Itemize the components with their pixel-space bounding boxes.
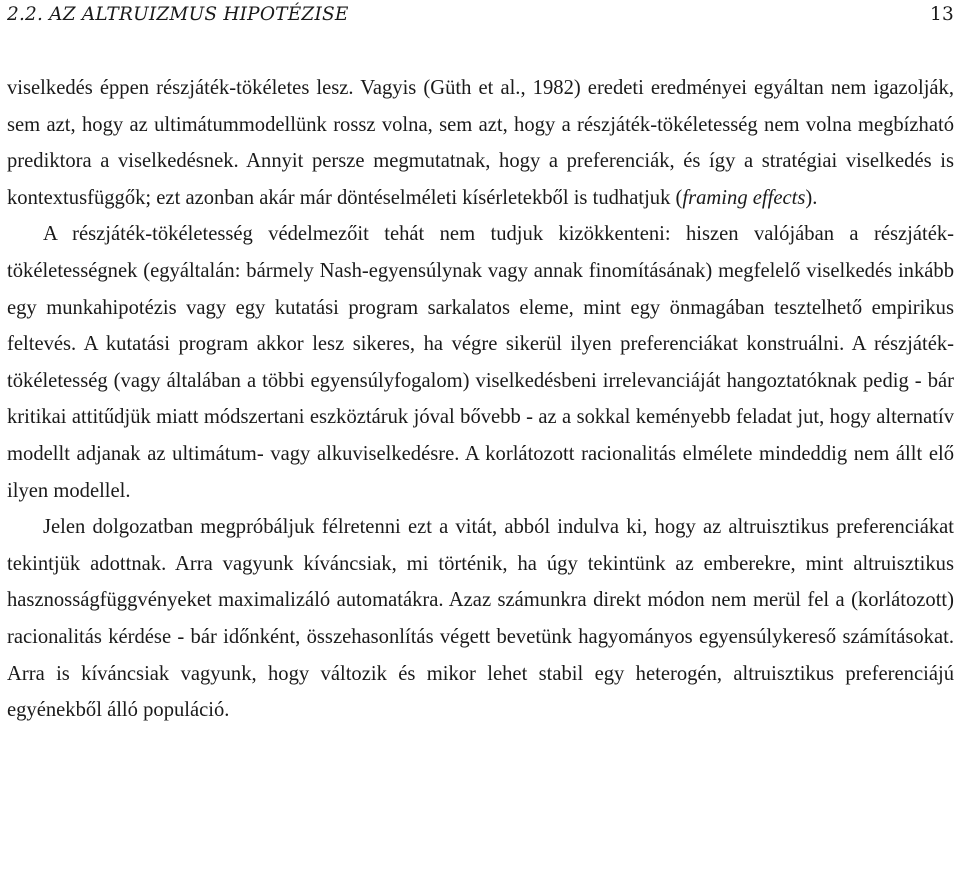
paragraph-1-italic-term: framing effects [682,186,806,209]
body-text [7,70,954,729]
paragraph-3-text: Jelen dolgozatban megpróbáljuk félretenni ezt a vitát, abból indulva ki, hogy az altruisztikus preferenciákat tekintjük adottnak. Arra vagyunk kíváncsiak, mi történik, ha úgy tekintünk az emberekre, mint altruisztikus hasznosságfüggvényeket maximalizáló automatákra. Azaz számunkra direkt módon nem merül fel a (korlátozott) racionalitás kérdése - bár időnként, összehasonlítás végett bevetünk hagyományos egyensúlykereső számításokat. Arra is kíváncsiak vagyunk, hogy változik és mikor lehet stabil egy heterogén, altruisztikus preferenciájú egyénekből álló populáció. [7,516,954,722]
paragraph-3 [7,509,954,729]
paragraph-1-closing: ). [805,186,818,209]
document-page [7,0,954,722]
paragraph-1 [7,70,954,216]
running-header [7,0,954,34]
paragraph-1-text: viselkedés éppen részjáték-tökéletes lesz. Vagyis (Güth et al., 1982) eredeti eredményei egyáltan nem igazolják, sem azt, hogy az ultimátummodellünk rossz volna, sem azt, hogy a részjáték-tökéletesség nem volna megbízható prediktora a viselkedésnek. Annyit persze megmutatnak, hogy a preferenciák, és így a stratégiai viselkedés is kontextusfüggők; ezt azonban akár már döntéselméleti kísérletekből is tudhatjuk ( [7,77,954,209]
paragraph-2-text: A részjáték-tökéletesség védelmezőit tehát nem tudjuk kizökkenteni: hiszen valójában a részjáték-tökéletességnek (egyáltalán: bármely Nash-egyensúlynak vagy annak finomításának) megfelelő viselkedés inkább egy munkahipotézis vagy egy kutatási program sarkalatos eleme, mint egy önmagában tesztelhető empirikus feltevés. A kutatási program akkor lesz sikeres, ha végre sikerül ilyen preferenciákat konstruálni. A részjáték-tökéletesség (vagy általában a többi egyensúlyfogalom) viselkedésbeni irrelevanciáját hangoztatóknak pedig - bár kritikai attitűdjük miatt módszertani eszköztáruk jóval bővebb - az a sokkal keményebb feladat jut, hogy alternatív modellt adjanak az ultimátum- vagy alkuviselkedésre. A korlátozott racionalitás elmélete mindeddig nem állt elő ilyen modellel. [7,223,954,502]
paragraph-2 [7,216,954,509]
section-title: 2.2. AZ ALTRUIZMUS HIPOTÉZISE [7,4,349,25]
page-number: 13 [930,4,954,25]
